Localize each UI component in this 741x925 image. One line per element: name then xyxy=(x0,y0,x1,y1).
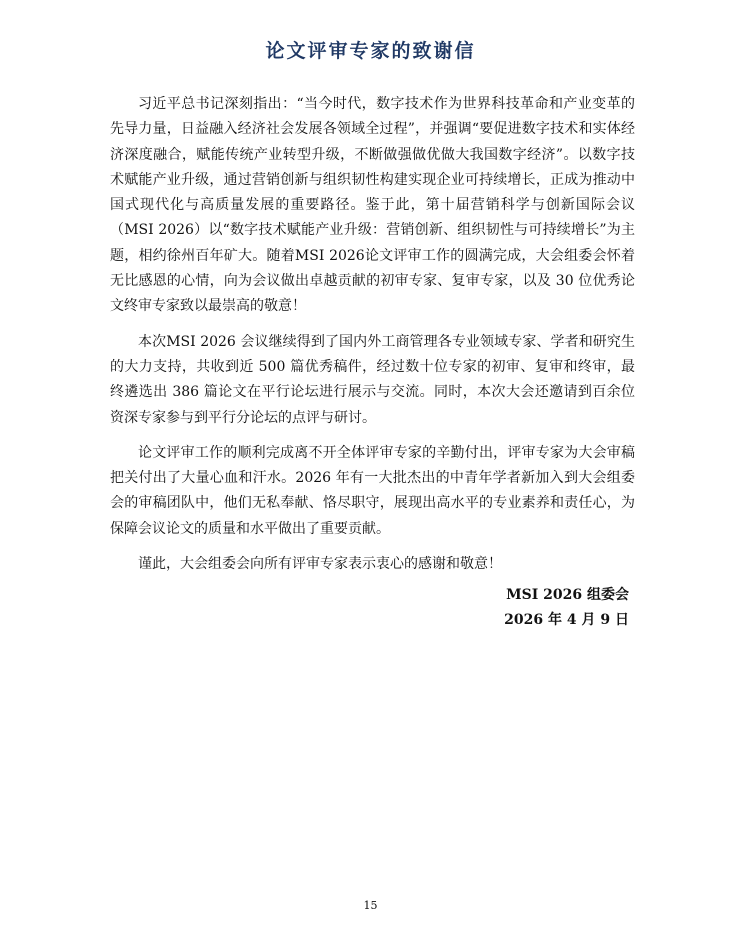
page-title: 论文评审专家的致谢信 xyxy=(265,40,476,62)
paragraph-reviewers: 论文评审工作的顺利完成离不开全体评审专家的辛勤付出，评审专家为大会审稿把关付出了大量心血和汗水。2026 年有一大批杰出的中青年学者新加入到大会组委会的审稿团队中，他们无私奉献、恪尽职守，展现出高水平的专业素养和责任心，为保障会议论文的质量和水平做出了重要贡献。 xyxy=(110,444,635,537)
signature-block xyxy=(504,583,629,633)
paragraph-intro: 习近平总书记深刻指出：“当今时代，数字技术作为世界科技革命和产业变革的先导力量，日益融入经济社会发展各领域全过程”，并强调“要促进数字技术和实体经济深度融合，赋能传统产业转型升级，不断做强做优做大我国数字经济”。以数字技术赋能产业升级，通过营销创新与组织韧性构建实现企业可持续增长，正成为推动中国式现代化与高质量发展的重要路径。鉴于此，第十届营销科学与创新国际会议（MSI 2026）以“数字技术赋能产业升级：营销创新、组织韧性与可持续增长”为主题，相约徐州百年矿大。随着MSI 2026论文评审工作的圆满完成，大会组委会怀着无比感恩的心情，向为会议做出卓越贡献的初审专家、复审专家，以及 30 位优秀论文终审专家致以最崇高的敬意！ xyxy=(110,96,635,315)
paragraph-closing: 谨此，大会组委会向所有评审专家表示衷心的感谢和敬意！ xyxy=(138,556,502,573)
signature-organization: MSI 2026 组委会 xyxy=(506,587,629,603)
signature-date: 2026 年 4 月 9 日 xyxy=(504,612,629,628)
page-number: 15 xyxy=(363,899,378,912)
paragraph-submissions: 本次MSI 2026 会议继续得到了国内外工商管理各专业领域专家、学者和研究生的大力支持，共收到近 500 篇优秀稿件，经过数十位专家的初审、复审和终审，最终遴选出 386 篇论文在平行论坛进行展示与交流。同时，本次大会还邀请到百余位资深专家参与到平行分论坛的点评与研讨。 xyxy=(110,333,635,426)
letter-body xyxy=(110,92,635,587)
